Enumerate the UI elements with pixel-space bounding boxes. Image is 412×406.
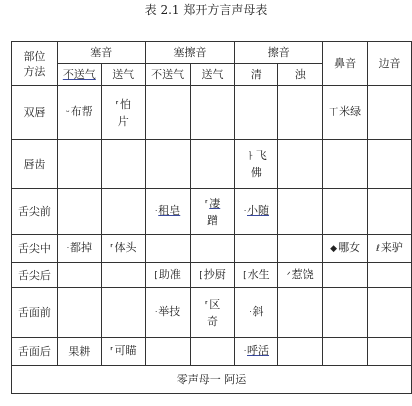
header-fricative: 擦音 [235, 42, 323, 64]
cell: ᐧ斜 [235, 288, 278, 338]
row-label: 舌尖后 [12, 263, 58, 288]
cell [101, 140, 145, 189]
cell [57, 288, 101, 338]
cell [57, 189, 101, 235]
table-row [12, 288, 412, 338]
cell [145, 235, 190, 263]
cell [145, 86, 190, 140]
cell [190, 338, 235, 366]
header-affricate-unaspirated: 不送气 [145, 64, 190, 86]
cell [278, 189, 323, 235]
table-row [12, 86, 412, 140]
cell: [抄厨 [190, 263, 235, 288]
cell [278, 86, 323, 140]
header-stop-unaspirated: 不送气 [57, 64, 101, 86]
cell: [水生 [235, 263, 278, 288]
header-affricate-aspirated: 送气 [190, 64, 235, 86]
cell: ᐧ都掉 [57, 235, 101, 263]
cell: ◆哪女 [323, 235, 368, 263]
cell [368, 338, 412, 366]
cell [323, 338, 368, 366]
row-label: 唇齿 [12, 140, 58, 189]
header-stop-aspirated: 送气 [101, 64, 145, 86]
cell [101, 263, 145, 288]
header-fricative-voiceless: 清 [235, 64, 278, 86]
cell [57, 263, 101, 288]
cell: 丅米绿 [323, 86, 368, 140]
cell [235, 235, 278, 263]
cell [57, 140, 101, 189]
cell [323, 189, 368, 235]
table-row [12, 235, 412, 263]
cell: ᐧ小随 [235, 189, 278, 235]
table-row [12, 189, 412, 235]
cell [368, 288, 412, 338]
cell [323, 288, 368, 338]
cell: ᵕ布帮 [57, 86, 101, 140]
header-stop: 塞音 [57, 42, 145, 64]
cell [278, 235, 323, 263]
header-position-method: 部位 方法 [12, 42, 58, 86]
cell: ⸢区 奇 [190, 288, 235, 338]
cell: ㅏ飞 佛 [235, 140, 278, 189]
row-label: 舌面后 [12, 338, 58, 366]
cell [278, 140, 323, 189]
cell: ᐧ租皂 [145, 189, 190, 235]
table-row [12, 263, 412, 288]
cell [190, 86, 235, 140]
cell [278, 288, 323, 338]
cell [101, 189, 145, 235]
table-row [12, 338, 412, 366]
cell: ⸢体头 [101, 235, 145, 263]
cell: ⸢可瞄 [101, 338, 145, 366]
table-footer-row [12, 366, 412, 394]
cell [323, 140, 368, 189]
cell: ᐟ惹饶 [278, 263, 323, 288]
cell [368, 140, 412, 189]
row-label: 舌尖中 [12, 235, 58, 263]
zero-initial-note: 零声母一 阿运 [12, 366, 412, 394]
table-caption: 表 2.1 郑开方言声母表 [144, 3, 268, 17]
header-affricate: 塞擦音 [145, 42, 235, 64]
cell: ᐧ呼活 [235, 338, 278, 366]
cell: ⸢怕 片 [101, 86, 145, 140]
cell: ℓ来驴 [368, 235, 412, 263]
table-row [12, 140, 412, 189]
cell: ᐧ举技 [145, 288, 190, 338]
cell [190, 140, 235, 189]
cell [145, 140, 190, 189]
row-label: 舌面前 [12, 288, 58, 338]
cell [278, 338, 323, 366]
row-label: 双唇 [12, 86, 58, 140]
cell [190, 235, 235, 263]
cell: [助准 [145, 263, 190, 288]
cell [368, 189, 412, 235]
header-nasal: 鼻音 [323, 42, 368, 86]
cell [235, 86, 278, 140]
header-lateral: 边音 [368, 42, 412, 86]
cell [368, 263, 412, 288]
row-label: 舌尖前 [12, 189, 58, 235]
cell: ⸢凄 蹭 [190, 189, 235, 235]
cell [145, 338, 190, 366]
cell [323, 263, 368, 288]
cell [368, 86, 412, 140]
initials-table [11, 41, 412, 394]
header-fricative-voiced: 浊 [278, 64, 323, 86]
cell [101, 288, 145, 338]
cell: 果耕 [57, 338, 101, 366]
